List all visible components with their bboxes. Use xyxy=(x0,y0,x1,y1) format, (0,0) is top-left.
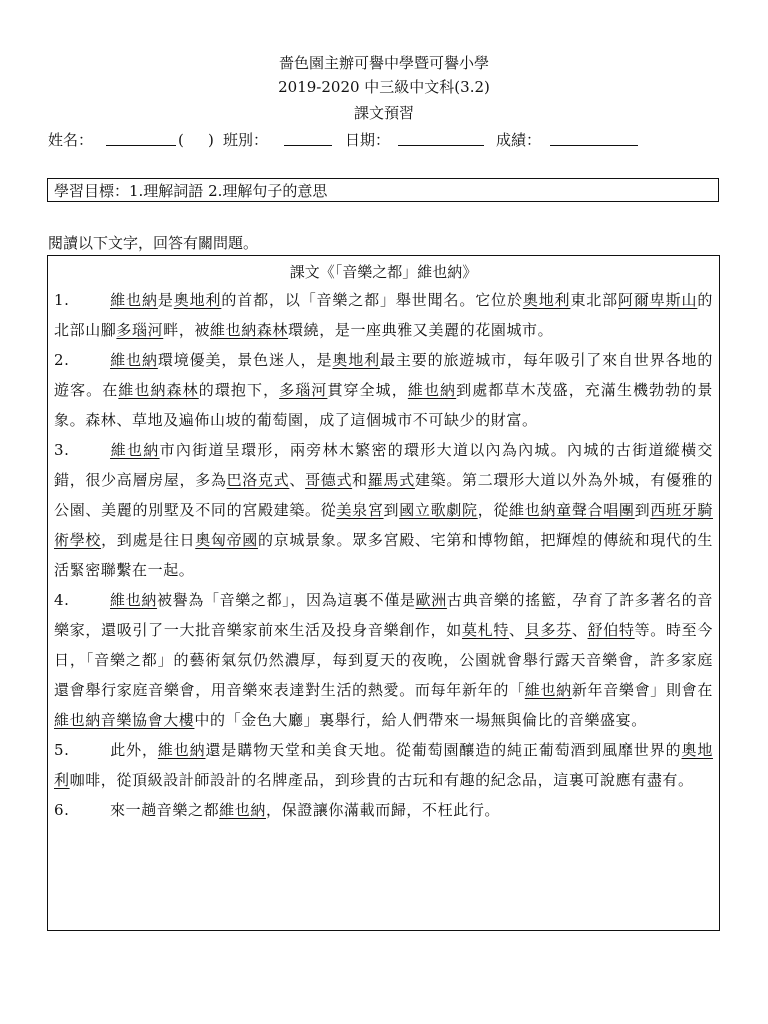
class-number-open-paren: ( xyxy=(178,131,184,149)
paragraph-text: 市內街道呈環形，兩旁林木繁密的環形大道以內為內城。內城的古街道縱橫交錯，很少高層房屋，多為 xyxy=(54,441,713,489)
paragraph-number: 2. xyxy=(54,351,70,369)
paragraph-text: 的首都，以「音樂之都」舉世聞名。它位於 xyxy=(221,291,523,309)
proper-noun: 維也納 xyxy=(219,801,267,819)
date-label: 日期： xyxy=(345,131,391,149)
paragraph-text: 的北部山腳 xyxy=(54,291,713,339)
grade-label: 成績： xyxy=(496,131,542,149)
proper-noun: 哥德式 xyxy=(305,471,353,489)
proper-noun: 奧地利 xyxy=(522,291,571,309)
proper-noun: 舒伯特 xyxy=(587,621,635,639)
paragraph-text: 中的「金色大廳」裏舉行，給人們帶來一場無與倫比的音樂盛宴。 xyxy=(194,711,647,729)
proper-noun: 維也納 xyxy=(524,681,572,699)
paragraph-3 xyxy=(54,435,713,585)
paragraph-number: 6. xyxy=(54,801,70,819)
proper-noun: 貝多芬 xyxy=(524,621,572,639)
paragraph-5 xyxy=(54,735,713,795)
proper-noun: 維也納 xyxy=(110,291,158,309)
proper-noun: 羅馬式 xyxy=(367,471,415,489)
paragraph-text: ，保證讓你滿載而歸，不枉此行。 xyxy=(266,801,501,819)
paragraph-text: 建築。第二環形大道以外為外城，有優雅的公園、美麗的別墅及不同的宮殿建築。從 xyxy=(54,471,713,519)
class-number-field[interactable] xyxy=(188,129,206,152)
proper-noun: 維也納 xyxy=(407,381,457,399)
paragraph-text: 是 xyxy=(157,291,174,309)
paragraph-text: 此外， xyxy=(110,741,158,759)
paragraph-text: 的環抱下， xyxy=(198,381,280,399)
paragraph-text: 環境優美，景色迷人，是 xyxy=(157,351,333,369)
proper-noun: 國立歌劇院 xyxy=(399,501,478,519)
date-field[interactable] xyxy=(398,129,484,152)
paragraph-6 xyxy=(54,795,713,825)
proper-noun: 奧地利 xyxy=(173,291,222,309)
class-number-close-paren: ) xyxy=(208,131,214,149)
paragraph-text: 還是購物天堂和美食天地。從葡萄園釀造的純正葡萄酒到風靡世界的 xyxy=(205,741,682,759)
class-field[interactable] xyxy=(284,129,332,152)
paragraph-text: 貫穿全城， xyxy=(327,381,408,399)
paragraph-number: 5. xyxy=(54,741,70,759)
passage-title: 課文《「音樂之都」維也納》 xyxy=(289,263,478,281)
student-info-row xyxy=(48,129,728,151)
worksheet-subtitle: 課文預習 xyxy=(353,104,414,122)
proper-noun: 維也納童聲合唱團 xyxy=(509,501,635,519)
paragraph-text: 最主要的旅遊城市，每年吸引了來自世界各地的遊客。在 xyxy=(54,351,713,399)
school-name: 嗇色園主辦可譽中學暨可譽小學 xyxy=(278,54,489,72)
paragraph-text: 古典音樂的搖籃，孕育了許多著名的音樂家，還吸引了一大批音樂家前來生活及投身音樂創作，如 xyxy=(54,591,713,639)
proper-noun: 莫札特 xyxy=(461,621,510,639)
proper-noun: 奧匈帝國 xyxy=(195,531,259,549)
proper-noun: 多瑙河 xyxy=(116,321,164,339)
reading-instruction: 閱讀以下文字，回答有關問題。 xyxy=(48,234,259,252)
paragraph-number: 1. xyxy=(54,291,70,309)
proper-noun: 阿爾卑斯山 xyxy=(618,291,698,309)
proper-noun: 奧地利 xyxy=(54,741,713,789)
paragraph-text: 和 xyxy=(352,471,368,489)
paragraph-text: 到 xyxy=(383,501,400,519)
paragraph-text: 東北部 xyxy=(570,291,619,309)
name-label: 姓名： xyxy=(48,131,94,149)
course-title: 2019-2020 中三級中文科(3.2) xyxy=(278,78,490,96)
paragraph-text: 的京城景象。眾多宮殿、宅第和博物館，把輝煌的傳統和現代的生活緊密聯繫在一起。 xyxy=(54,531,713,579)
proper-noun: 維也納森林 xyxy=(210,321,289,339)
paragraph-text: 來一趟音樂之都 xyxy=(110,801,220,819)
learning-goals-box: 學習目標：1.理解詞語 2.理解句子的意思 xyxy=(47,178,719,202)
proper-noun: 美泉宮 xyxy=(336,501,384,519)
paragraph-text: 新年音樂會」則會在 xyxy=(571,681,713,699)
paragraph-text: 咖啡，從頂級設計師設計的名牌產品，到珍貴的古玩和有趣的紀念品，這裏可說應有盡有。 xyxy=(69,771,694,789)
paragraph-text: 被譽為「音樂之都」，因為這裏不僅是 xyxy=(157,591,416,609)
proper-noun: 維也納 xyxy=(110,351,158,369)
proper-noun: 歐洲 xyxy=(415,591,447,609)
proper-noun: 巴洛克式 xyxy=(226,471,290,489)
paragraph-text: 、 xyxy=(509,621,525,639)
passage-box xyxy=(47,255,720,931)
paragraph-4 xyxy=(54,585,713,735)
paragraph-number: 4. xyxy=(54,591,70,609)
proper-noun: 維也納森林 xyxy=(118,381,199,399)
paragraph-text: 到 xyxy=(634,501,651,519)
paragraph-1 xyxy=(54,285,713,345)
grade-field[interactable] xyxy=(550,129,638,152)
proper-noun: 多瑙河 xyxy=(279,381,328,399)
paragraph-number: 3. xyxy=(54,441,70,459)
name-field[interactable] xyxy=(106,129,176,152)
proper-noun: 維也納 xyxy=(110,441,160,459)
proper-noun: 維也納 xyxy=(157,741,206,759)
paragraph-text: 畔，被 xyxy=(163,321,211,339)
proper-noun: 奧地利 xyxy=(332,351,381,369)
paragraph-2 xyxy=(54,345,713,435)
paragraph-text: 、 xyxy=(289,471,306,489)
paragraph-text: ，從 xyxy=(477,501,510,519)
class-label: 班別： xyxy=(223,131,269,149)
paragraph-text: 環繞，是一座典雅又美麗的花園城市。 xyxy=(288,321,554,339)
paragraph-text: 到處都草木茂盛，充滿生機勃勃的景象。森林、草地及遍佈山坡的葡萄園，成了這個城市不可缺少的財富。 xyxy=(54,381,713,429)
proper-noun: 維也納 xyxy=(110,591,158,609)
paragraph-text: ，到處是往日 xyxy=(101,531,196,549)
paragraph-text: 等。時至今日，「音樂之都」的藝術氣氛仍然濃厚，每到夏天的夜晚，公園就會舉行露天音樂會，許多家庭還會舉行家庭音樂會，用音樂來表達對生活的熱愛。而每年新年的「 xyxy=(54,621,713,699)
proper-noun: 維也納音樂協會大樓 xyxy=(54,711,195,729)
paragraph-text: 、 xyxy=(571,621,588,639)
proper-noun: 西班牙騎術學校 xyxy=(54,501,713,549)
